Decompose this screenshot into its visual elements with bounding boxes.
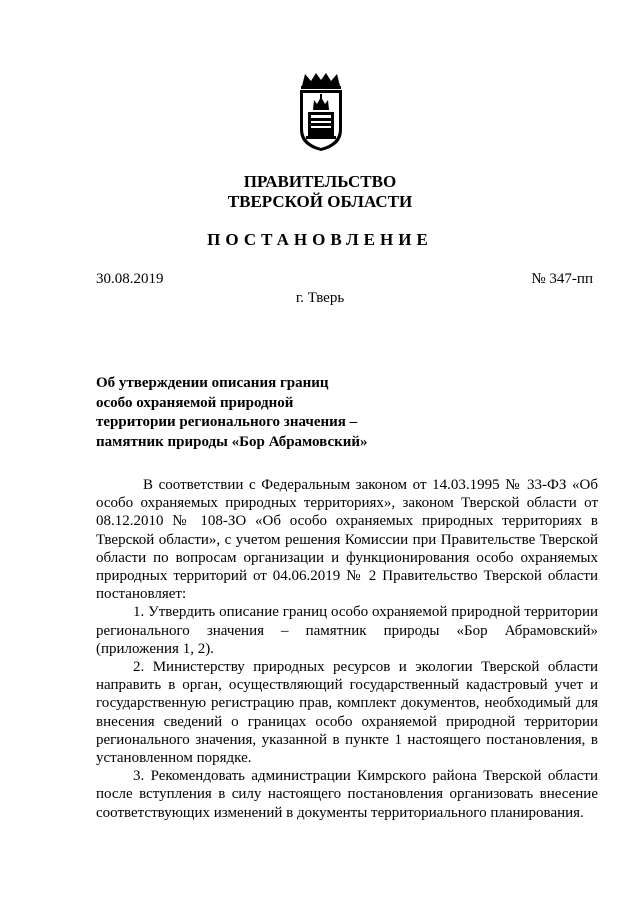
decree-subject — [96, 374, 396, 452]
subject-line: территории регионального значения – — [96, 414, 358, 430]
government-title-line1: ПРАВИТЕЛЬСТВО — [243, 172, 397, 191]
government-title-line2: ТВЕРСКОЙ ОБЛАСТИ — [227, 192, 413, 211]
decree-date: 30.08.2019 — [96, 271, 164, 287]
decree-city: г. Тверь — [295, 290, 345, 306]
subject-line: памятник природы «Бор Абрамовский» — [96, 433, 368, 450]
body-paragraph-item-2: 2. Министерству природных ресурсов и экологии Тверской области направить в орган, осуществляющий государственный кадастровый учет и государственную регистрацию прав, комплект документов, необходимый для внесения сведений о границах особо охраняемой природной территории регионального значения, указанной в пункте 1 настоящего постановления, в установленном порядке. — [96, 659, 598, 767]
body-paragraph-preamble: В соответствии с Федеральным законом от 14.03.1995 № 33-ФЗ «Об особо охраняемых природных территориях», законом Тверской области от 08.12.2010 № 108-ЗО «Об особо охраняемых природных территориях в Тверской области», с учетом решения Комиссии при Правительстве Тверской области по вопросам организации и функционирования особо охраняемых природных территорий от 04.06.2019 № 2 Правительство Тверской области постановляет: — [96, 477, 598, 603]
tver-coat-of-arms-icon — [296, 72, 346, 152]
subject-line: Об утверждении описания границ — [96, 375, 329, 391]
subject-line: особо охраняемой природной — [96, 394, 294, 411]
body-paragraph-item-3: 3. Рекомендовать администрации Кимрского района Тверской области после вступления в силу настоящего постановления организовать внесение соответствующих изменений в документы территориального планирования. — [96, 768, 598, 821]
decree-number: № 347-пп — [531, 271, 593, 287]
body-paragraph-item-1: 1. Утвердить описание границ особо охраняемой природной территории регионального значения – памятник природы «Бор Абрамовский» (приложения 1, 2). — [96, 604, 598, 657]
decree-body — [96, 476, 598, 822]
decree-type-title: ПОСТАНОВЛЕНИЕ — [207, 230, 433, 249]
